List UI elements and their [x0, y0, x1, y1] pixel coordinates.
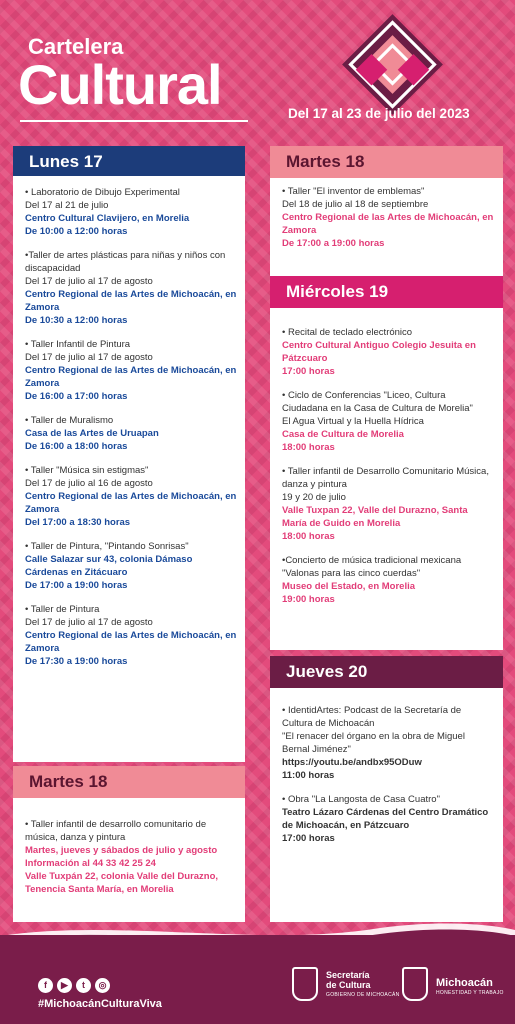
youtube-icon[interactable]: ▶: [57, 978, 72, 993]
tuesday-right-events: [282, 185, 494, 261]
org-secretaria: [326, 970, 400, 1000]
event-item: [25, 603, 237, 668]
event-place: Casa de las Artes de Uruapan: [25, 428, 159, 439]
event-date: Del 17 al 21 de julio: [25, 200, 109, 211]
event-place: Museo del Estado, en Morelia: [282, 581, 416, 592]
event-link[interactable]: https://youtu.be/andbx95ODuw: [282, 757, 422, 768]
event-name: • Ciclo de Conferencias "Liceo, Cultura Ciudadana en la Casa de Cultura de Morelia": [282, 390, 473, 414]
title-line2: Cultural: [18, 53, 222, 116]
event-place: Centro Regional de las Artes de Michoacán, en Zamora: [25, 289, 237, 313]
event-name: • Taller "Música sin estigmas": [25, 465, 149, 476]
twitter-icon[interactable]: t: [76, 978, 91, 993]
event-item: [25, 464, 237, 529]
event-date: Del 17 de julio al 17 de agosto: [25, 617, 153, 628]
event-time: De 17:30 a 19:00 horas: [25, 656, 128, 667]
event-place: Calle Salazar sur 43, colonia Dámaso Cárdenas en Zitácuaro: [25, 554, 193, 578]
event-place: Centro Regional de las Artes de Michoacán, en Zamora: [25, 365, 237, 389]
tuesday-right-header: Martes 18: [270, 146, 503, 178]
event-date: Del 17 de julio al 16 de agosto: [25, 478, 153, 489]
event-place: Centro Regional de las Artes de Michoacán, en Zamora: [25, 491, 237, 515]
org2-sub: HONESTIDAD Y TRABAJO: [436, 990, 504, 996]
thursday-events: [282, 704, 494, 856]
event-item: [25, 338, 237, 403]
event-name: • Taller de Pintura, "Pintando Sonrisas": [25, 541, 189, 552]
social-icons: [38, 978, 110, 993]
monday-events: [25, 186, 237, 679]
event-date: 19 y 20 de julio: [282, 492, 346, 503]
event-time: 18:00 horas: [282, 442, 335, 453]
event-item: [25, 249, 237, 327]
facebook-icon[interactable]: f: [38, 978, 53, 993]
event-place: Teatro Lázaro Cárdenas del Centro Dramático de Michoacán, en Pátzcuaro: [282, 807, 489, 831]
org2-name: Michoacán: [436, 977, 493, 989]
event-name: • Obra "La Langosta de Casa Cuatro": [282, 794, 440, 805]
event-time: De 17:00 a 19:00 horas: [25, 580, 128, 591]
event-place: Centro Regional de las Artes de Michoacán, en Zamora: [25, 630, 237, 654]
event-subtitle: El Agua Virtual y la Huella Hídrica: [282, 416, 424, 427]
event-time: 17:00 horas: [282, 366, 335, 377]
event-place: Centro Cultural Clavijero, en Morelia: [25, 213, 190, 224]
header: [0, 0, 515, 135]
event-name: • Laboratorio de Dibujo Experimental: [25, 187, 180, 198]
event-time: De 16:00 a 18:00 horas: [25, 441, 128, 452]
diamond-logo-icon: [340, 12, 445, 117]
shield-icon: [292, 967, 318, 1001]
hashtag: #MichoacánCulturaViva: [38, 998, 162, 1010]
event-subtitle: "El renacer del órgano en la obra de Miguel Bernal Jiménez": [282, 731, 465, 755]
event-item: [282, 554, 494, 606]
event-time: 18:00 horas: [282, 531, 335, 542]
event-place: Valle Tuxpan 22, Valle del Durazno, Santa María de Guido en Morelia: [282, 505, 468, 529]
event-place: Centro Cultural Antiguo Colegio Jesuita en Pátzcuaro: [282, 340, 476, 364]
org-michoacan: [436, 978, 504, 998]
title-line1: Cartelera: [28, 34, 124, 59]
event-item: [25, 414, 237, 453]
event-place: Valle Tuxpán 22, colonia Valle del Durazno, Tenencia Santa María, en Morelia: [25, 871, 219, 895]
event-name: • Recital de teclado electrónico: [282, 327, 413, 338]
event-name: • Taller de Muralismo: [25, 415, 114, 426]
event-item: [282, 793, 494, 845]
event-name: • IdentidArtes: Podcast de la Secretaría de Cultura de Michoacán: [282, 705, 462, 729]
event-name: •Taller de artes plásticas para niñas y niños con discapacidad: [25, 250, 226, 274]
event-name: • Taller infantil de Desarrollo Comunitario Música, danza y pintura: [282, 466, 489, 490]
event-date: Martes, jueves y sábados de julio y agosto: [25, 845, 218, 856]
event-name: • Taller "El inventor de emblemas": [282, 186, 425, 197]
event-item: [25, 540, 237, 592]
event-place: Centro Regional de las Artes de Michoacán, en Zamora: [282, 212, 494, 236]
event-item: [282, 704, 494, 782]
instagram-icon[interactable]: ◎: [95, 978, 110, 993]
tuesday-left-events: [25, 818, 237, 907]
event-item: [25, 818, 237, 896]
event-date: Del 18 de julio al 18 de septiembre: [282, 199, 429, 210]
event-time: De 16:00 a 17:00 horas: [25, 391, 128, 402]
event-name: •Concierto de música tradicional mexicana "Valonas para las cinco cuerdas": [282, 555, 462, 579]
event-date: Del 17 de julio al 17 de agosto: [25, 276, 153, 287]
event-place: Casa de Cultura de Morelia: [282, 429, 404, 440]
event-time: De 10:30 a 12:00 horas: [25, 315, 128, 326]
event-item: [282, 465, 494, 543]
event-time: 17:00 horas: [282, 833, 335, 844]
event-time: Del 17:00 a 18:30 horas: [25, 517, 131, 528]
title-underline: [20, 120, 248, 122]
event-name: • Taller Infantil de Pintura: [25, 339, 131, 350]
event-item: [25, 186, 237, 238]
event-time: 11:00 horas: [282, 770, 335, 781]
tuesday-left-header: Martes 18: [13, 766, 245, 798]
wednesday-header: Miércoles 19: [270, 276, 503, 308]
shield-icon: [402, 967, 428, 1001]
event-time: De 10:00 a 12:00 horas: [25, 226, 128, 237]
date-range: Del 17 al 23 de julio del 2023: [288, 106, 470, 121]
wednesday-events: [282, 326, 494, 617]
event-name: • Taller infantil de desarrollo comunitario de música, danza y pintura: [25, 819, 207, 843]
event-item: [282, 326, 494, 378]
event-info: Información al 44 33 42 25 24: [25, 858, 156, 869]
org1-line1: Secretaría: [326, 970, 370, 980]
event-name: • Taller de Pintura: [25, 604, 100, 615]
org1-line2: de Cultura: [326, 980, 371, 990]
event-item: [282, 185, 494, 250]
org1-sub: GOBIERNO DE MICHOACÁN: [326, 992, 400, 998]
event-time: De 17:00 a 19:00 horas: [282, 238, 385, 249]
monday-header: Lunes 17: [13, 146, 245, 176]
event-date: Del 17 de julio al 17 de agosto: [25, 352, 153, 363]
event-item: [282, 389, 494, 454]
thursday-header: Jueves 20: [270, 656, 503, 688]
event-time: 19:00 horas: [282, 594, 335, 605]
